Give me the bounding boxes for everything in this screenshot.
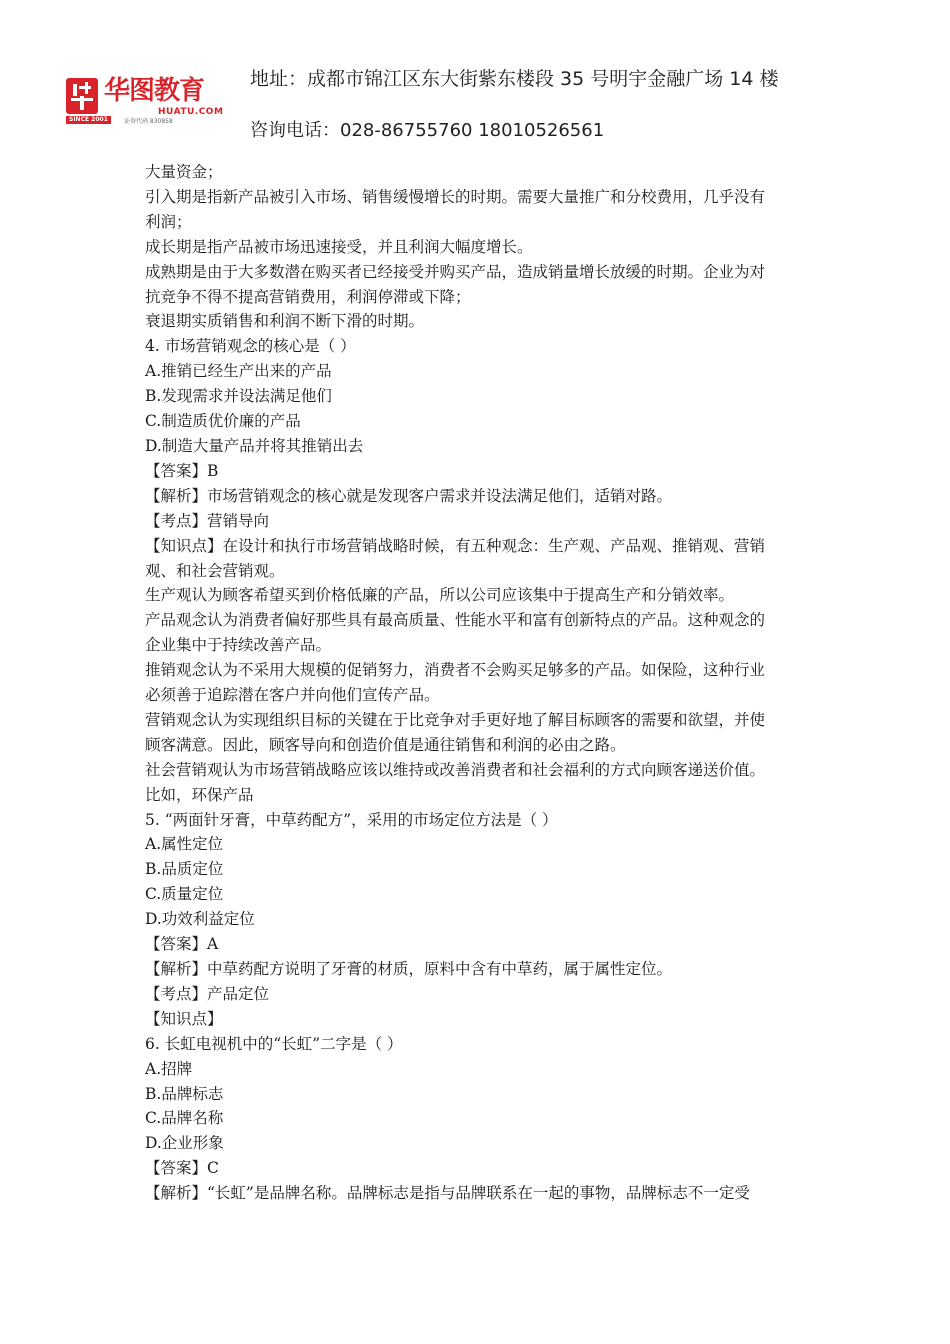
header-address: 地址：成都市锦江区东大街紫东楼段 35 号明宇金融广场 14 楼 xyxy=(250,68,779,90)
logo-chinese-name: 华图教育 xyxy=(104,76,205,106)
text-line: A.招牌 xyxy=(145,1059,193,1078)
text-line: 必须善于追踪潜在客户并向他们宣传产品。 xyxy=(145,686,440,705)
text-line: 成长期是指产品被市场迅速接受，并且利润大幅度增长。 xyxy=(145,237,533,256)
text-line: 企业集中于持续改善产品。 xyxy=(145,636,332,655)
logo-english-name: HUATU.COM xyxy=(158,107,224,117)
header-phone: 咨询电话：028-86755760 18010526561 xyxy=(250,120,605,141)
text-line: 【答案】C xyxy=(145,1159,219,1178)
text-line: 【考点】营销导向 xyxy=(145,511,270,530)
text-line: A.推销已经生产出来的产品 xyxy=(145,362,332,381)
text-line: 营销观念认为实现组织目标的关键在于比竞争对手更好地了解目标顾客的需要和欲望，并使 xyxy=(145,710,766,729)
text-line: 社会营销观认为市场营销战略应该以维持或改善消费者和社会福利的方式向顾客递送价值。 xyxy=(145,760,766,779)
text-line: 产品观念认为消费者偏好那些具有最高质量、性能水平和富有创新特点的产品。这种观念的 xyxy=(145,611,766,630)
text-line: 【知识点】在设计和执行市场营销战略时候，有五种观念：生产观、产品观、推销观、营销 xyxy=(145,536,766,555)
text-line: 5. “两面针牙膏，中草药配方”，采用的市场定位方法是（ ） xyxy=(145,810,558,829)
text-line: 生产观认为顾客希望买到价格低廉的产品，所以公司应该集中于提高生产和分销效率。 xyxy=(145,586,735,605)
text-line: 【解析】市场营销观念的核心就是发现客户需求并设法满足他们，适销对路。 xyxy=(145,486,673,505)
logo-since: SINCE 2001 xyxy=(66,116,111,124)
text-line: 衰退期实质销售和利润不断下滑的时期。 xyxy=(145,312,425,331)
logo-stock-code: 证券代码 830858 xyxy=(124,118,173,125)
text-line: 顾客满意。因此，顾客导向和创造价值是通往销售和利润的必由之路。 xyxy=(145,735,626,754)
text-line: 【解析】“长虹”是品牌名称。品牌标志是指与品牌联系在一起的事物，品牌标志不一定受 xyxy=(145,1184,750,1203)
text-line: 成熟期是由于大多数潜在购买者已经接受并购买产品，造成销量增长放缓的时期。企业为对 xyxy=(145,262,766,281)
text-line: 【答案】A xyxy=(145,935,219,954)
huatu-logo-mark-icon xyxy=(66,78,98,114)
text-line: 比如，环保产品 xyxy=(145,785,254,804)
text-line: B.发现需求并设法满足他们 xyxy=(145,387,332,406)
document-body xyxy=(145,160,809,1206)
text-line: C.品牌名称 xyxy=(145,1109,224,1128)
text-line: A.属性定位 xyxy=(145,835,224,854)
text-line: 【知识点】 xyxy=(145,1009,223,1028)
text-line: C.质量定位 xyxy=(145,885,224,904)
huatu-logo xyxy=(66,78,226,126)
text-line: B.品质定位 xyxy=(145,860,224,879)
text-line: 6. 长虹电视机中的“长虹”二字是（ ） xyxy=(145,1034,403,1053)
text-line: 4. 市场营销观念的核心是（ ） xyxy=(145,337,356,356)
text-line: 大量资金； xyxy=(145,163,223,181)
text-line: 【解析】中草药配方说明了牙膏的材质，原料中含有中草药，属于属性定位。 xyxy=(145,960,673,978)
text-line: C.制造质优价廉的产品 xyxy=(145,412,301,431)
text-line: 【答案】B xyxy=(145,461,219,480)
text-line: 引入期是指新产品被引入市场、销售缓慢增长的时期。需要大量推广和分校费用，几乎没有 xyxy=(145,187,766,206)
text-line: 【考点】产品定位 xyxy=(145,984,270,1003)
text-line: B.品牌标志 xyxy=(145,1084,224,1103)
text-line: D.制造大量产品并将其推销出去 xyxy=(145,436,364,455)
text-line: D.功效利益定位 xyxy=(145,910,255,929)
text-line: 观、和社会营销观。 xyxy=(145,561,285,580)
text-line: 利润； xyxy=(145,212,192,231)
text-line: D.企业形象 xyxy=(145,1134,224,1153)
text-line: 推销观念认为不采用大规模的促销努力，消费者不会购买足够多的产品。如保险，这种行业 xyxy=(145,661,766,680)
page-header xyxy=(0,0,950,150)
text-line: 抗竞争不得不提高营销费用，利润停滞或下降； xyxy=(145,287,471,306)
